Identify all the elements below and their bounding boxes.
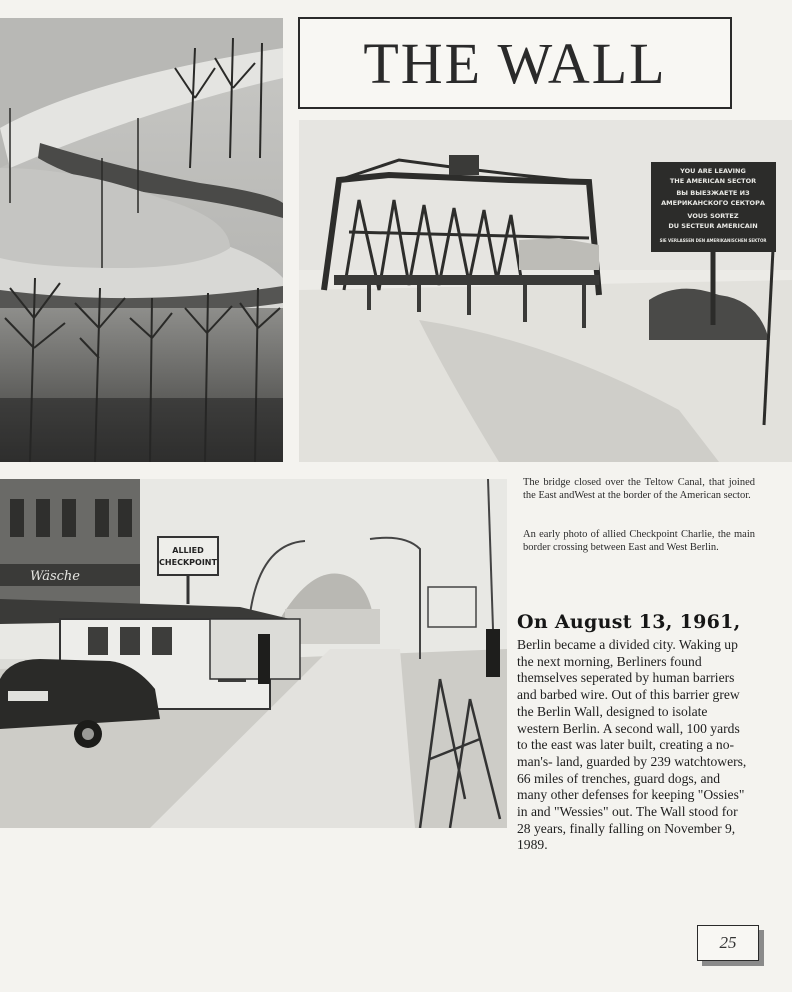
caption-checkpoint: An early photo of allied Checkpoint Charlie, the main border crossing between East and West Berlin. bbox=[523, 529, 755, 553]
caption-bridge: The bridge closed over the Teltow Canal, that joined the East andWest at the border of the American sector. bbox=[523, 477, 755, 501]
bridge-sign-line-2: THE AMERICAN SECTOR bbox=[669, 177, 757, 185]
bridge-sign-line-4: АМЕРИКАНСКОГО СЕКТОРА bbox=[661, 199, 765, 207]
shop-sign: Wäsche bbox=[30, 569, 81, 584]
bridge-sign-line-5: VOUS SORTEZ bbox=[687, 212, 739, 220]
page-number-box bbox=[697, 925, 759, 961]
bridge-sign-line-3: ВЫ ВЫЕЗЖАЕТЕ ИЗ bbox=[676, 189, 750, 197]
bridge-sign-line-7: SIE VERLASSEN DEN AMERIKANISCHEN SEKTOR bbox=[659, 238, 767, 243]
bridge-sign-line-6: DU SECTEUR AMERICAIN bbox=[668, 222, 758, 230]
title-box bbox=[298, 17, 732, 109]
page-title: THE WALL bbox=[363, 30, 667, 96]
bridge-sign-line-1: YOU ARE LEAVING bbox=[680, 167, 746, 175]
article-heading: On August 13, 1961, bbox=[517, 611, 741, 633]
aerial-wall-photo bbox=[0, 18, 283, 462]
article-body: Berlin became a divided city. Waking up the next morning, Berliners found themselves seperated by human barriers and barbed wire. Out of this barrier grew the Berlin Wall, designed to isolate western Berlin. A second wall, 100 yards to the east was later built, creating a no-man's- land, guarded by 239 watchtowers, 66 miles of trenches, guard dogs, and many other defenses for keeping "Ossies" in and "Wessies" out. The Wall stood for 28 years, finally falling on November 9, 1989. bbox=[517, 637, 747, 853]
checkpoint-sign-line-2: CHECKPOINT bbox=[159, 558, 217, 567]
checkpoint-charlie-photo bbox=[0, 479, 507, 828]
teltow-bridge-photo bbox=[299, 120, 792, 462]
article bbox=[517, 611, 753, 854]
checkpoint-sign-line-1: ALLIED bbox=[172, 546, 204, 555]
page-number: 25 bbox=[719, 933, 737, 952]
